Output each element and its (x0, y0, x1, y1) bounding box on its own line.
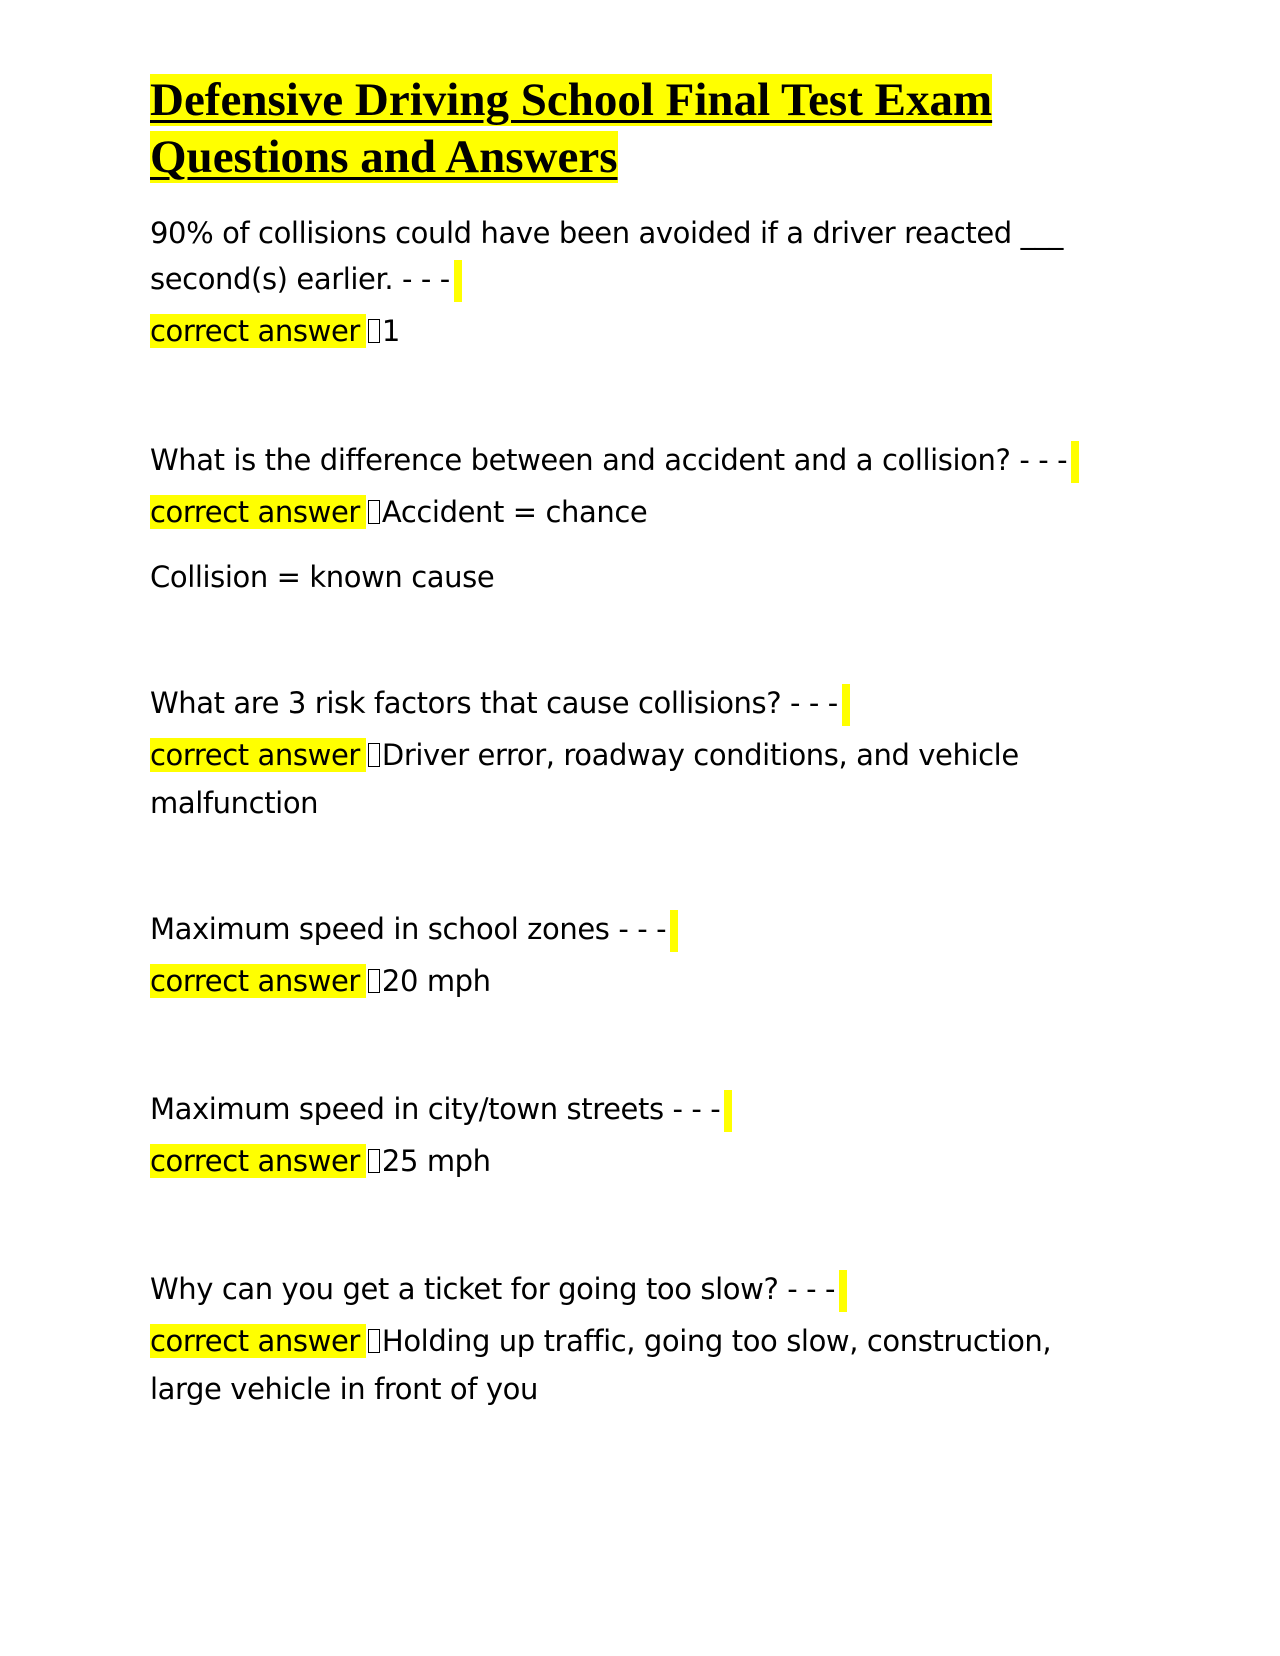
highlight-marker (839, 1270, 847, 1312)
missing-glyph-icon (368, 500, 380, 524)
missing-glyph-icon (368, 969, 380, 993)
answer-5-line-1: correct answer 25 mph (150, 1144, 491, 1178)
title-line-2: Questions and Answers (150, 131, 618, 183)
separator: - - - (618, 912, 667, 946)
answer-label: correct answer (150, 1144, 366, 1178)
answer-label: correct answer (150, 314, 366, 348)
question-1-line-1: 90% of collisions could have been avoided if a driver reacted ___ (150, 216, 1063, 250)
answer-1-line-1: correct answer 1 (150, 314, 400, 348)
answer-4-line-1: correct answer 20 mph (150, 964, 491, 998)
question-6-line-1: Why can you get a ticket for going too slow? - - - (150, 1267, 847, 1311)
missing-glyph-icon (368, 319, 380, 343)
separator: - - - (790, 686, 838, 720)
answer-label: correct answer (150, 1324, 366, 1358)
separator: - - - (672, 1092, 721, 1126)
answer-label: correct answer (150, 495, 366, 529)
title-line-1: Defensive Driving School Final Test Exam (150, 74, 993, 126)
question-1-line-2: second(s) earlier. - - - (150, 257, 462, 301)
question-3-line-1: What are 3 risk factors that cause collisions? - - - (150, 681, 850, 725)
highlight-marker (842, 684, 850, 726)
answer-2-line-2: Collision = known cause (150, 560, 495, 594)
missing-glyph-icon (368, 1329, 380, 1353)
answer-label: correct answer (150, 964, 366, 998)
highlight-marker (670, 910, 678, 952)
missing-glyph-icon (368, 1149, 380, 1173)
separator: - - - (1019, 443, 1068, 477)
answer-6-line-1: correct answer Holding up traffic, going too slow, construction, (150, 1324, 1052, 1358)
document-title (150, 72, 1110, 186)
highlight-marker (724, 1090, 732, 1132)
answer-3-line-2: malfunction (150, 786, 319, 820)
answer-2-line-1: correct answer Accident = chance (150, 495, 648, 529)
separator: - - - (787, 1272, 836, 1306)
question-5-line-1: Maximum speed in city/town streets - - - (150, 1087, 732, 1131)
highlight-marker (454, 260, 462, 302)
highlight-marker (1071, 441, 1079, 483)
missing-glyph-icon (368, 743, 380, 767)
question-4-line-1: Maximum speed in school zones - - - (150, 907, 678, 951)
answer-6-line-2: large vehicle in front of you (150, 1372, 538, 1406)
answer-3-line-1: correct answer Driver error, roadway conditions, and vehicle (150, 738, 1019, 772)
separator: - - - (401, 262, 450, 296)
answer-label: correct answer (150, 738, 366, 772)
question-2-line-1: What is the difference between and accident and a collision? - - - (150, 438, 1079, 482)
